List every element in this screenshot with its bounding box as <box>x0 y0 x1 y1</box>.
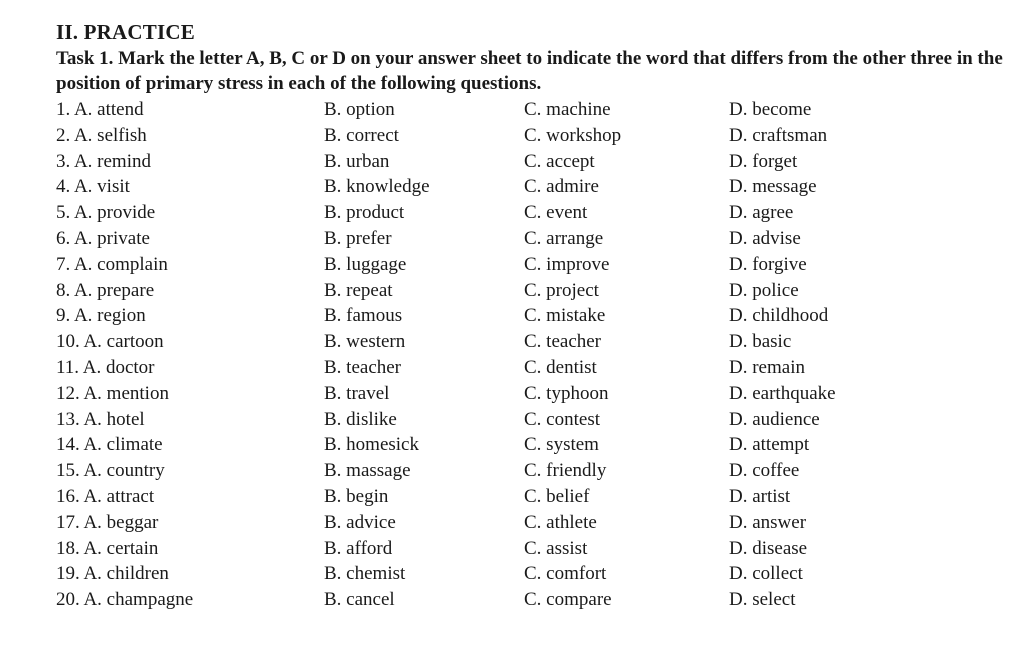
option-a <box>56 381 169 407</box>
option-b: B. massage <box>324 460 411 482</box>
question-row <box>56 329 1016 355</box>
option-a <box>56 278 154 304</box>
option-d: D. coffee <box>729 460 800 482</box>
option-d: D. agree <box>729 202 794 224</box>
option-b: B. chemist <box>324 563 406 585</box>
option-d: D. select <box>729 589 796 611</box>
option-d: D. attempt <box>729 434 810 456</box>
option-b: B. product <box>324 202 405 224</box>
question-number: 4. <box>56 176 71 198</box>
question-row <box>56 355 1016 381</box>
option-c: C. typhoon <box>524 382 609 404</box>
option-b: B. cancel <box>324 589 395 611</box>
option-d: D. become <box>729 99 812 120</box>
option-a <box>56 174 130 200</box>
worksheet-page <box>56 18 1016 613</box>
option-d: D. audience <box>729 408 820 430</box>
question-number: 10. <box>56 331 80 353</box>
question-row <box>56 510 1016 536</box>
option-a <box>56 329 164 355</box>
option-b: B. famous <box>324 305 403 327</box>
option-a <box>56 484 154 510</box>
question-number: 19. <box>56 563 80 585</box>
question-number: 5. <box>56 202 71 224</box>
question-number: 7. <box>56 253 71 275</box>
option-a-text: A. country <box>83 460 165 482</box>
option-b: B. begin <box>324 485 389 507</box>
option-c: C. friendly <box>524 460 607 482</box>
question-row <box>56 484 1016 510</box>
option-a <box>56 303 146 329</box>
option-a-text: A. beggar <box>83 511 159 533</box>
option-a-text: A. visit <box>73 176 130 198</box>
option-b: B. option <box>324 99 395 120</box>
question-number: 18. <box>56 537 80 559</box>
question-row <box>56 174 1016 200</box>
option-b: B. correct <box>324 124 399 146</box>
option-c: C. event <box>524 202 588 224</box>
question-number: 15. <box>56 460 80 482</box>
question-number: 1. <box>56 99 71 120</box>
question-row <box>56 278 1016 304</box>
option-b: B. homesick <box>324 434 419 456</box>
question-row <box>56 587 1016 613</box>
option-a-text: A. climate <box>83 434 163 456</box>
option-b: B. dislike <box>324 408 397 430</box>
option-a-text: A. selfish <box>73 124 147 146</box>
question-number: 20. <box>56 589 80 611</box>
option-a-text: A. doctor <box>82 356 155 378</box>
option-a-text: A. mention <box>83 382 169 404</box>
question-row <box>56 303 1016 329</box>
option-c: C. project <box>524 279 599 301</box>
option-c: C. mistake <box>524 305 606 327</box>
option-b: B. urban <box>324 150 390 172</box>
option-b: B. western <box>324 331 406 353</box>
option-a-text: A. complain <box>73 253 168 275</box>
option-a <box>56 407 145 433</box>
option-a <box>56 252 168 278</box>
option-d: D. earthquake <box>729 382 836 404</box>
question-row <box>56 123 1016 149</box>
option-c: C. machine <box>524 99 611 120</box>
option-a-text: A. attract <box>83 485 155 507</box>
question-row <box>56 407 1016 433</box>
question-number: 3. <box>56 150 71 172</box>
option-b: B. teacher <box>324 356 402 378</box>
option-a <box>56 226 150 252</box>
option-d: D. childhood <box>729 305 829 327</box>
option-a-text: A. region <box>73 305 146 327</box>
option-a-text: A. private <box>73 227 150 249</box>
option-c: C. workshop <box>524 124 622 146</box>
question-number: 12. <box>56 382 80 404</box>
option-c: C. contest <box>524 408 600 430</box>
question-number: 16. <box>56 485 80 507</box>
question-row <box>56 149 1016 175</box>
question-row <box>56 226 1016 252</box>
option-c: C. improve <box>524 253 610 275</box>
option-a-text: A. champagne <box>83 589 194 611</box>
question-list <box>56 97 1016 613</box>
option-b: B. travel <box>324 382 390 404</box>
option-a-text: A. cartoon <box>83 331 164 353</box>
option-a <box>56 123 147 149</box>
question-row <box>56 200 1016 226</box>
question-number: 13. <box>56 408 80 430</box>
option-a <box>56 200 155 226</box>
task-instructions: Task 1. Mark the letter A, B, C or D on your answer sheet to indicate the word that differs from the other three in the position of primary stress in each of the following questions. <box>56 48 1003 94</box>
option-a-text: A. hotel <box>83 408 145 430</box>
option-d: D. answer <box>729 511 807 533</box>
option-c: C. dentist <box>524 356 597 378</box>
option-b: B. repeat <box>324 279 393 301</box>
option-a-text: A. children <box>83 563 169 585</box>
option-c: C. assist <box>524 537 588 559</box>
section-heading: II. PRACTICE <box>56 20 195 44</box>
option-d: D. police <box>729 279 799 301</box>
question-row <box>56 381 1016 407</box>
option-d: D. advise <box>729 227 801 249</box>
option-b: B. advice <box>324 511 396 533</box>
question-number: 14. <box>56 434 80 456</box>
option-a-text: A. provide <box>73 202 156 224</box>
option-c: C. arrange <box>524 227 604 249</box>
option-a <box>56 510 158 536</box>
option-c: C. belief <box>524 485 590 507</box>
question-row <box>56 97 1016 123</box>
question-row <box>56 252 1016 278</box>
option-a <box>56 458 165 484</box>
option-b: B. knowledge <box>324 176 430 198</box>
option-c: C. athlete <box>524 511 597 533</box>
option-b: B. prefer <box>324 227 392 249</box>
question-number: 2. <box>56 124 71 146</box>
question-row <box>56 458 1016 484</box>
option-c: C. admire <box>524 176 599 198</box>
option-d: D. forget <box>729 150 798 172</box>
option-c: C. compare <box>524 589 612 611</box>
option-a-text: A. attend <box>73 99 144 120</box>
question-number: 6. <box>56 227 71 249</box>
option-a <box>56 536 158 562</box>
question-row <box>56 432 1016 458</box>
option-c: C. comfort <box>524 563 607 585</box>
option-c: C. accept <box>524 150 595 172</box>
question-number: 9. <box>56 305 71 327</box>
option-b: B. afford <box>324 537 393 559</box>
option-a <box>56 587 193 613</box>
option-a <box>56 432 163 458</box>
question-number: 8. <box>56 279 71 301</box>
option-a <box>56 561 169 587</box>
question-row <box>56 561 1016 587</box>
option-a <box>56 97 144 123</box>
question-number: 17. <box>56 511 80 533</box>
option-a-text: A. prepare <box>73 279 155 301</box>
option-d: D. artist <box>729 485 791 507</box>
option-d: D. craftsman <box>729 124 828 146</box>
option-a <box>56 355 155 381</box>
option-d: D. collect <box>729 563 803 585</box>
option-d: D. forgive <box>729 253 807 275</box>
option-a-text: A. certain <box>83 537 159 559</box>
option-d: D. disease <box>729 537 808 559</box>
option-b: B. luggage <box>324 253 407 275</box>
question-number: 11. <box>56 356 80 378</box>
question-row <box>56 536 1016 562</box>
option-d: D. message <box>729 176 817 198</box>
option-c: C. teacher <box>524 331 602 353</box>
option-c: C. system <box>524 434 599 456</box>
option-a-text: A. remind <box>73 150 151 172</box>
option-a <box>56 149 151 175</box>
option-d: D. remain <box>729 356 805 378</box>
option-d: D. basic <box>729 331 792 353</box>
